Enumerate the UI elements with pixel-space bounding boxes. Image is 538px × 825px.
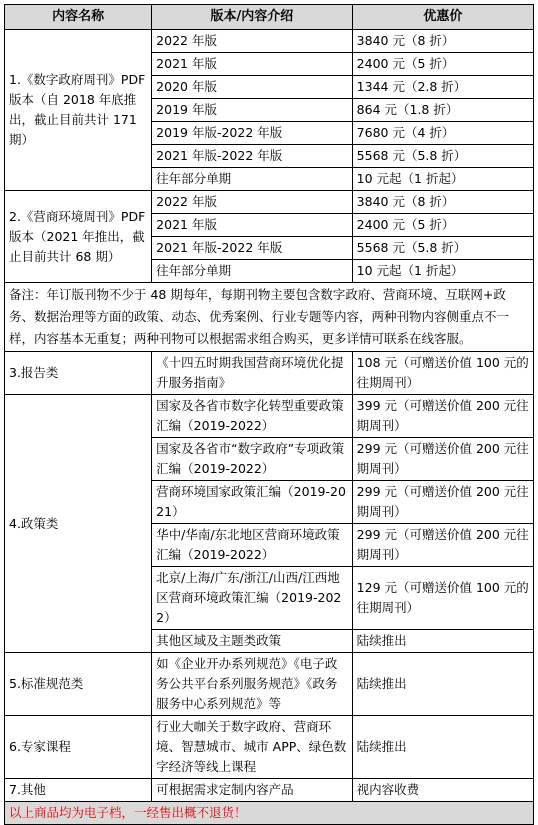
price-cell: 视内容收费 — [352, 779, 533, 802]
price-cell: 2400 元（5 折） — [352, 214, 533, 237]
table-row — [5, 653, 534, 716]
table-header-row — [5, 5, 534, 30]
section6-name: 6.专家课程 — [5, 716, 152, 779]
price-cell: 3840 元（8 折） — [352, 191, 533, 214]
price-cell: 5568 元（5.8 折） — [352, 145, 533, 168]
price-cell: 10 元起（1 折起） — [352, 260, 533, 283]
section3-name: 3.报告类 — [5, 352, 152, 395]
price-cell: 399 元（可赠送价值 200 元往期周刊） — [352, 395, 533, 438]
version-cell: 可根据需求定制内容产品 — [152, 779, 353, 802]
section2-name: 2.《营商环境周刊》PDF 版本（2021 年推出，截止目前共计 68 期） — [5, 191, 152, 283]
version-cell: 其他区域及主题类政策 — [152, 630, 353, 653]
footer-row — [5, 802, 534, 825]
table-row — [5, 191, 534, 214]
section4-name: 4.政策类 — [5, 395, 152, 653]
table-row — [5, 30, 534, 53]
section1-name: 1.《数字政府周刊》PDF 版本（自 2018 年底推出，截止目前共计 171 期） — [5, 30, 152, 191]
note-text: 备注：年订版刊物不少于 48 期每年，每期刊物主要包含数字政府、营商环境、互联网+政务、数据治理等方面的政策、动态、优秀案例、行业专题等内容，两种刊物内容侧重点不一样，内容基本无重复；两种刊物可以根据需求组合购买，更多详情可联系在线客服。 — [5, 283, 534, 352]
price-cell: 1344 元（2.8 折） — [352, 76, 533, 99]
table-row — [5, 395, 534, 438]
version-cell: 2019 年版 — [152, 99, 353, 122]
version-cell: 《十四五时期我国营商环境优化提升服务指南》 — [152, 352, 353, 395]
table-row — [5, 716, 534, 779]
price-cell: 299 元（可赠送价值 200 元往期周刊） — [352, 438, 533, 481]
version-cell: 国家及各省市“数字政府”专项政策汇编（2019-2022） — [152, 438, 353, 481]
version-cell: 如《企业开办系列规范》《电子政务公共平台系列服务规范》《政务服务中心系列规范》等 — [152, 653, 353, 716]
price-cell: 5568 元（5.8 折） — [352, 237, 533, 260]
version-cell: 营商环境国家政策汇编（2019-2021） — [152, 481, 353, 524]
price-cell: 108 元（可赠送价值 100 元的往期周刊） — [352, 352, 533, 395]
price-cell: 864 元（1.8 折） — [352, 99, 533, 122]
price-cell: 陆续推出 — [352, 630, 533, 653]
version-cell: 华中/华南/东北地区营商环境政策汇编（2019-2022） — [152, 524, 353, 567]
price-cell: 129 元（可赠送价值 100 元的往期周刊） — [352, 567, 533, 630]
price-cell: 2400 元（5 折） — [352, 53, 533, 76]
price-cell: 陆续推出 — [352, 653, 533, 716]
version-cell: 2020 年版 — [152, 76, 353, 99]
version-cell: 北京/上海/广东/浙江/山西/江西地区营商环境政策汇编（2019-2022） — [152, 567, 353, 630]
version-cell: 2021 年版-2022 年版 — [152, 237, 353, 260]
version-cell: 2021 年版-2022 年版 — [152, 145, 353, 168]
price-cell: 10 元起（1 折起） — [352, 168, 533, 191]
version-cell: 2022 年版 — [152, 30, 353, 53]
version-cell: 往年部分单期 — [152, 168, 353, 191]
section7-name: 7.其他 — [5, 779, 152, 802]
version-cell: 2019 年版-2022 年版 — [152, 122, 353, 145]
price-cell: 3840 元（8 折） — [352, 30, 533, 53]
section5-name: 5.标准规范类 — [5, 653, 152, 716]
version-cell: 行业大咖关于数字政府、营商环境、智慧城市、城市 APP、绿色数字经济等线上课程 — [152, 716, 353, 779]
price-cell: 陆续推出 — [352, 716, 533, 779]
no-refund-notice: 以上商品均为电子档，一经售出概不退货！ — [5, 802, 534, 825]
version-cell: 2021 年版 — [152, 53, 353, 76]
header-version-intro: 版本/内容介绍 — [152, 5, 353, 30]
price-cell: 299 元（可赠送价值 200 元往期周刊） — [352, 481, 533, 524]
header-content-name: 内容名称 — [5, 5, 152, 30]
product-price-table — [4, 4, 534, 825]
version-cell: 国家及各省市数字化转型重要政策汇编（2019-2022） — [152, 395, 353, 438]
price-cell: 299 元（可赠送价值 200 元往期周刊） — [352, 524, 533, 567]
version-cell: 2021 年版 — [152, 214, 353, 237]
note-row — [5, 283, 534, 352]
version-cell: 往年部分单期 — [152, 260, 353, 283]
version-cell: 2022 年版 — [152, 191, 353, 214]
header-discount-price: 优惠价 — [352, 5, 533, 30]
price-cell: 7680 元（4 折） — [352, 122, 533, 145]
table-row — [5, 352, 534, 395]
table-row — [5, 779, 534, 802]
